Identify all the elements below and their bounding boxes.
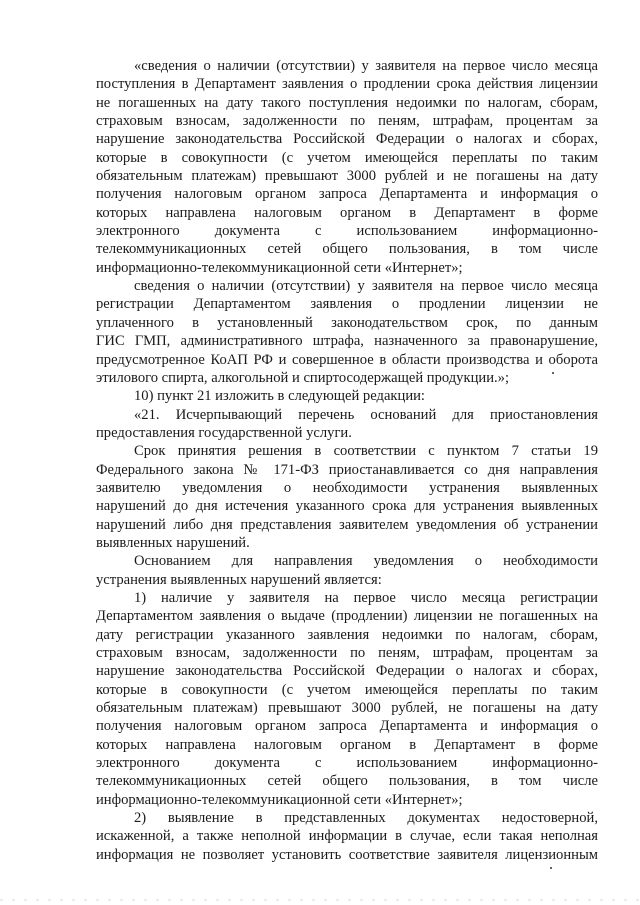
- text-line: страховым взносам, задолженности по пеням, штрафам, процентам за: [96, 645, 598, 661]
- text-line: ГИС ГМП, административного штрафа, назначенного за правонарушение,: [96, 333, 598, 350]
- text-line: получения налоговым органом запроса Департамента и информация о: [96, 718, 598, 735]
- text-line: получения налоговым органом запроса Департамента и информация о: [96, 186, 598, 203]
- text-line: нарушений либо дня представления заявителем уведомления об устранении: [96, 516, 598, 533]
- text-line: Федерального закона № 171-ФЗ приостанавливается со дня направления: [96, 461, 598, 478]
- text-line: поступления в Департамент заявления о продлении срока действия лицензии: [96, 76, 598, 93]
- text-line: нарушение законодательства Российской Федерации о налогах и сборах,: [96, 663, 598, 680]
- text-line: информационно-телекоммуникационной сети «Интернет»;: [96, 259, 463, 276]
- text-line: которые в совокупности (с учетом имеющейся переплаты по таким: [96, 149, 598, 166]
- text-line: выявленных нарушений.: [96, 534, 250, 551]
- text-line: телекоммуникационных сетей общего пользования, в том числе: [96, 241, 598, 258]
- text-line: нарушение законодательства Российской Федерации о налогах и сборах,: [96, 131, 598, 148]
- text-line: обязательным платежам) превышают 3000 рублей и не погашены на дату: [96, 168, 598, 185]
- text-line: дату регистрации указанного заявления недоимки по налогам, сборам,: [96, 626, 598, 643]
- text-line: электронного документа с использованием информационно-: [96, 223, 598, 240]
- text-line: «21. Исчерпывающий перечень оснований для приостановления: [134, 406, 598, 423]
- text-line: не погашенных на дату такого поступления недоимки по налогам, сборам,: [96, 94, 598, 111]
- text-line: Основанием для направления уведомления о необходимости: [134, 553, 598, 570]
- text-line: 1) наличие у заявителя на первое число месяца регистрации: [134, 589, 598, 606]
- scan-speck: [550, 867, 552, 869]
- text-line: 10) пункт 21 изложить в следующей редакции:: [134, 388, 425, 405]
- text-line: искаженной, а также неполной информации в случае, если такая неполная: [96, 828, 598, 845]
- text-line: 2) выявление в представленных документах недостоверной,: [134, 810, 598, 827]
- text-line: этилового спирта, алкогольной и спиртосодержащей продукции.»;: [96, 369, 509, 386]
- text-line: устранения выявленных нарушений является:: [96, 571, 382, 588]
- text-line: Департаментом заявления о выдаче (продлении) лицензии не погашенных на: [96, 608, 598, 625]
- text-line: заявителю уведомления о необходимости устранения выявленных: [96, 479, 598, 496]
- text-line: которых направлена налоговым органом в Департамент в форме: [96, 736, 598, 753]
- text-line: уплаченного в установленный законодательством срок, по данным: [96, 314, 598, 331]
- text-line: предусмотренное КоАП РФ и совершенное в области производства и оборота: [96, 351, 598, 368]
- text-line: которые в совокупности (с учетом имеющейся переплаты по таким: [96, 681, 598, 698]
- text-line: регистрации Департаментом заявления о продлении лицензии не: [96, 296, 598, 313]
- text-line: предоставления государственной услуги.: [96, 424, 352, 441]
- text-line: сведения о наличии (отсутствии) у заявителя на первое число месяца: [134, 278, 598, 295]
- text-line: страховым взносам, задолженности по пеням, штрафам, процентам за: [96, 113, 598, 130]
- text-line: информационно-телекоммуникационной сети «Интернет»;: [96, 791, 463, 808]
- text-line: электронного документа с использованием информационно-: [96, 755, 598, 772]
- scan-speck: [552, 372, 554, 374]
- text-line: нарушений до дня истечения указанного срока для устранения выявленных: [96, 498, 598, 515]
- text-line: Срок принятия решения в соответствии с пунктом 7 статьи 19: [134, 443, 598, 460]
- text-line: телекоммуникационных сетей общего пользования, в том числе: [96, 773, 598, 790]
- text-line: «сведения о наличии (отсутствии) у заявителя на первое число месяца: [134, 58, 598, 74]
- text-line: которых направлена налоговым органом в Департамент в форме: [96, 204, 598, 221]
- text-line: обязательным платежам) превышают 3000 рублей, не погашены на дату: [96, 700, 598, 717]
- text-line: информация не позволяет установить соответствие заявителя лицензионным: [96, 846, 598, 863]
